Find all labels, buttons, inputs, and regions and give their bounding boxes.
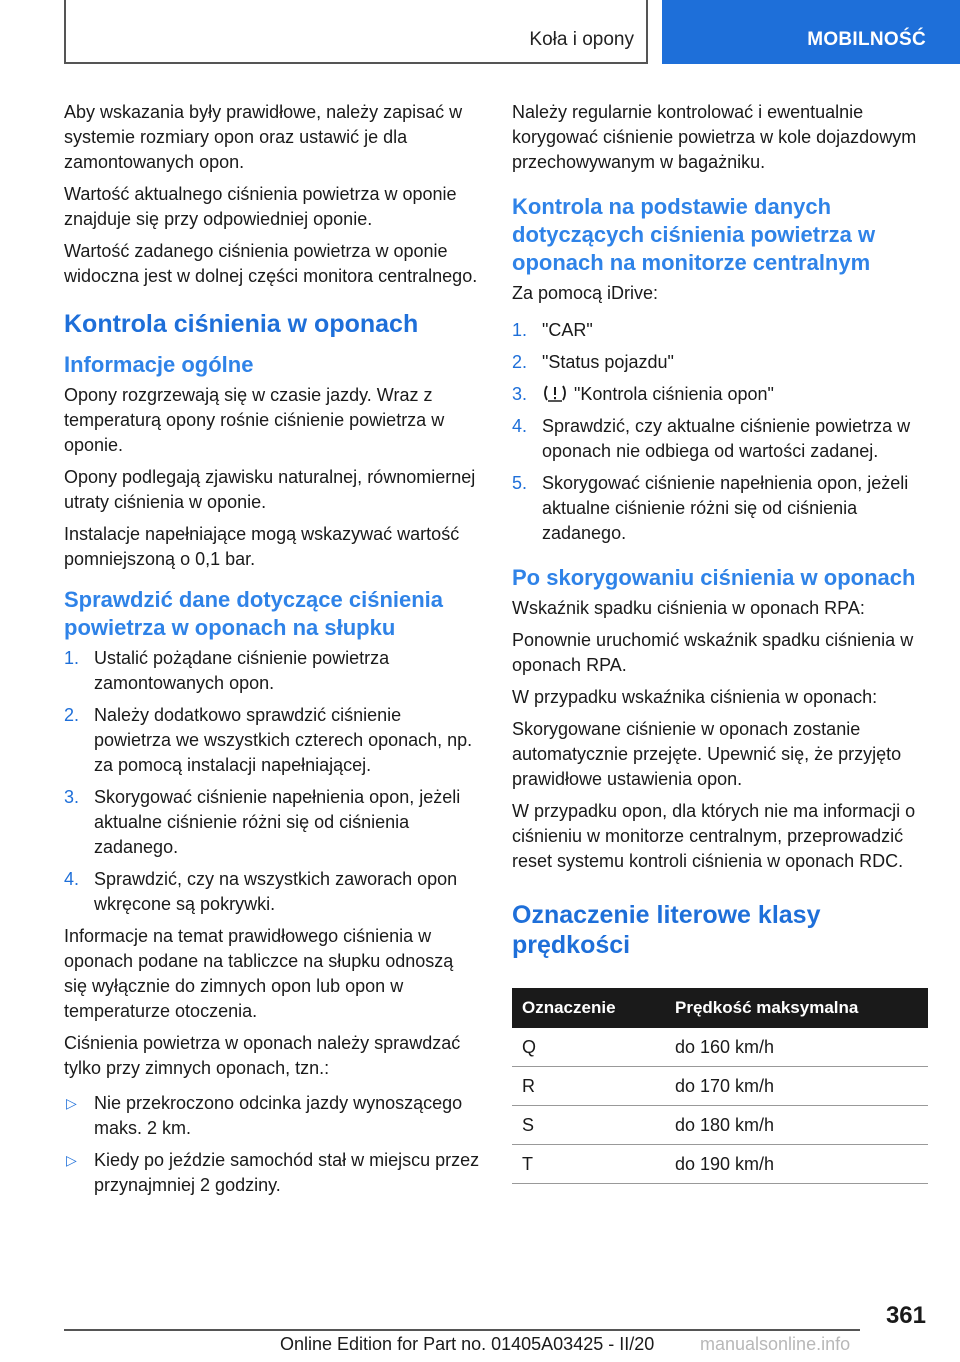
- triangle-bullet-icon: ▷: [66, 1152, 77, 1168]
- heading-after-correction: Po skorygowaniu ciśnienia w oponach: [512, 565, 916, 590]
- cold-tire-bullets: [64, 1091, 480, 1198]
- paragraph: Ciśnienia powietrza w oponach należy sprawdzać tylko przy zimnych oponach, tzn.:: [64, 1033, 461, 1078]
- list-item: [512, 350, 928, 375]
- step-text: Sprawdzić, czy aktualne ciśnienie powietrza w oponach nie odbiega od wartości zadanej.: [542, 416, 911, 461]
- table-row: [512, 1028, 928, 1067]
- list-item: [64, 1148, 480, 1198]
- step-text: Ustalić pożądane ciśnienie powietrza zamontowanych opon.: [94, 648, 390, 693]
- list-item: [512, 471, 928, 546]
- paragraph: Wartość aktualnego ciśnienia powietrza w oponie znajduje się przy odpowiedniej oponie.: [64, 184, 457, 229]
- step-number: 3.: [512, 384, 528, 404]
- tire-pressure-warning-icon: [542, 383, 568, 403]
- right-column: [512, 100, 928, 1184]
- paragraph: Informacje na temat prawidłowego ciśnienia w oponach podane na tabliczce na słupku odnoszą się wyłącznie do zimnych opon lub opon w temperaturze otoczenia.: [64, 926, 454, 1021]
- table-cell: do 190 km/h: [665, 1145, 928, 1184]
- paragraph: Należy regularnie kontrolować i ewentualnie korygować ciśnienie powietrza w kole dojazdowym przechowywanym w bagażniku.: [512, 102, 917, 172]
- left-column: [64, 100, 480, 1205]
- table-header-row: [512, 988, 928, 1028]
- monitor-steps-list: [512, 318, 928, 546]
- header-section: MOBILNOŚĆ: [807, 29, 926, 50]
- step-text: Skorygować ciśnienie napełnienia opon, jeżeli aktualne ciśnienie różni się od ciśnienia zadanego.: [542, 473, 909, 543]
- table-row: [512, 1145, 928, 1184]
- table-cell: T: [512, 1145, 665, 1184]
- footer-watermark: manualsonline.info: [700, 1334, 851, 1354]
- table-cell: do 170 km/h: [665, 1067, 928, 1106]
- pillar-steps-list: [64, 646, 480, 917]
- header-chapter-box: [64, 0, 648, 64]
- list-item: [64, 1091, 480, 1141]
- header-section-box: [662, 0, 960, 64]
- step-text: "Status pojazdu": [542, 352, 674, 372]
- list-item: [512, 414, 928, 464]
- paragraph: Opony podlegają zjawisku naturalnej, równomiernej utraty ciśnienia w oponie.: [64, 467, 476, 512]
- table-cell: R: [512, 1067, 665, 1106]
- table-row: [512, 1106, 928, 1145]
- step-text: "CAR": [542, 320, 593, 340]
- list-item: [512, 382, 928, 407]
- step-text: Skorygować ciśnienie napełnienia opon, jeżeli aktualne ciśnienie różni się od ciśnienia zadanego.: [94, 787, 461, 857]
- table-header-cell: Oznaczenie: [512, 988, 665, 1028]
- step-number: 4.: [512, 416, 528, 436]
- paragraph: Aby wskazania były prawidłowe, należy zapisać w systemie rozmiary opon oraz ustawić je dla zamontowanych opon.: [64, 102, 463, 172]
- step-number: 2.: [64, 705, 80, 725]
- table-cell: do 160 km/h: [665, 1028, 928, 1067]
- paragraph: W przypadku opon, dla których nie ma informacji o ciśnieniu w monitorze centralnym, przeprowadzić reset systemu kontroli ciśnienia w oponach RDC.: [512, 801, 916, 871]
- list-item: [64, 867, 480, 917]
- step-number: 5.: [512, 473, 528, 493]
- step-number: 1.: [512, 320, 528, 340]
- list-item: [512, 318, 928, 343]
- paragraph: Wartość zadanego ciśnienia powietrza w oponie widoczna jest w dolnej części monitora centralnego.: [64, 241, 478, 286]
- table-row: [512, 1067, 928, 1106]
- heading-pressure-control: Kontrola ciśnienia w oponach: [64, 310, 419, 338]
- triangle-bullet-icon: ▷: [66, 1095, 77, 1111]
- paragraph: Skorygowane ciśnienie w oponach zostanie automatycznie przejęte. Upewnić się, że przyjęto prawidłowe ustawienia opon.: [512, 719, 902, 789]
- paragraph: Wskaźnik spadku ciśnienia w oponach RPA:: [512, 598, 865, 618]
- bullet-text: Nie przekroczono odcinka jazdy wynoszącego maks. 2 km.: [94, 1093, 463, 1138]
- heading-speed-class: Oznaczenie literowe klasy prędkości: [512, 901, 821, 959]
- speed-class-table: [512, 988, 928, 1184]
- header-chapter: Koła i opony: [529, 29, 634, 50]
- table-cell: S: [512, 1106, 665, 1145]
- paragraph: Ponownie uruchomić wskaźnik spadku ciśnienia w oponach RPA.: [512, 630, 914, 675]
- table-header-cell: Prędkość maksymalna: [665, 988, 928, 1028]
- paragraph: W przypadku wskaźnika ciśnienia w oponach:: [512, 687, 878, 707]
- list-item: [64, 785, 480, 860]
- footer-divider: [64, 1329, 860, 1331]
- list-item: [64, 703, 480, 778]
- step-number: 3.: [64, 787, 80, 807]
- step-text: Należy dodatkowo sprawdzić ciśnienie powietrza we wszystkich czterech oponach, np. za pomocą instalacji napełniającej.: [94, 705, 473, 775]
- page-number: 361: [885, 1302, 926, 1329]
- step-text: Sprawdzić, czy na wszystkich zaworach opon wkręcone są pokrywki.: [94, 869, 458, 914]
- bullet-text: Kiedy po jeździe samochód stał w miejscu przez przynajmniej 2 godziny.: [94, 1150, 480, 1195]
- step-number: 4.: [64, 869, 80, 889]
- heading-monitor-check: Kontrola na podstawie danych dotyczących ciśnienia powietrza w oponach na monitorze centralnym: [512, 194, 876, 275]
- list-item: [64, 646, 480, 696]
- heading-general-info: Informacje ogólne: [64, 352, 254, 377]
- step-text: "Kontrola ciśnienia opon": [574, 384, 774, 404]
- step-number: 1.: [64, 648, 80, 668]
- paragraph: Za pomocą iDrive:: [512, 283, 659, 303]
- paragraph: Opony rozgrzewają się w czasie jazdy. Wraz z temperaturą opony rośnie ciśnienie powietrza w oponie.: [64, 385, 445, 455]
- footer-edition: Online Edition for Part no. 01405A03425 - II/20: [280, 1334, 655, 1354]
- step-number: 2.: [512, 352, 528, 372]
- table-cell: do 180 km/h: [665, 1106, 928, 1145]
- table-cell: Q: [512, 1028, 665, 1067]
- paragraph: Instalacje napełniające mogą wskazywać wartość pomniejszoną o 0,1 bar.: [64, 524, 460, 569]
- heading-pillar-check: Sprawdzić dane dotyczące ciśnienia powietrza w oponach na słupku: [64, 587, 444, 640]
